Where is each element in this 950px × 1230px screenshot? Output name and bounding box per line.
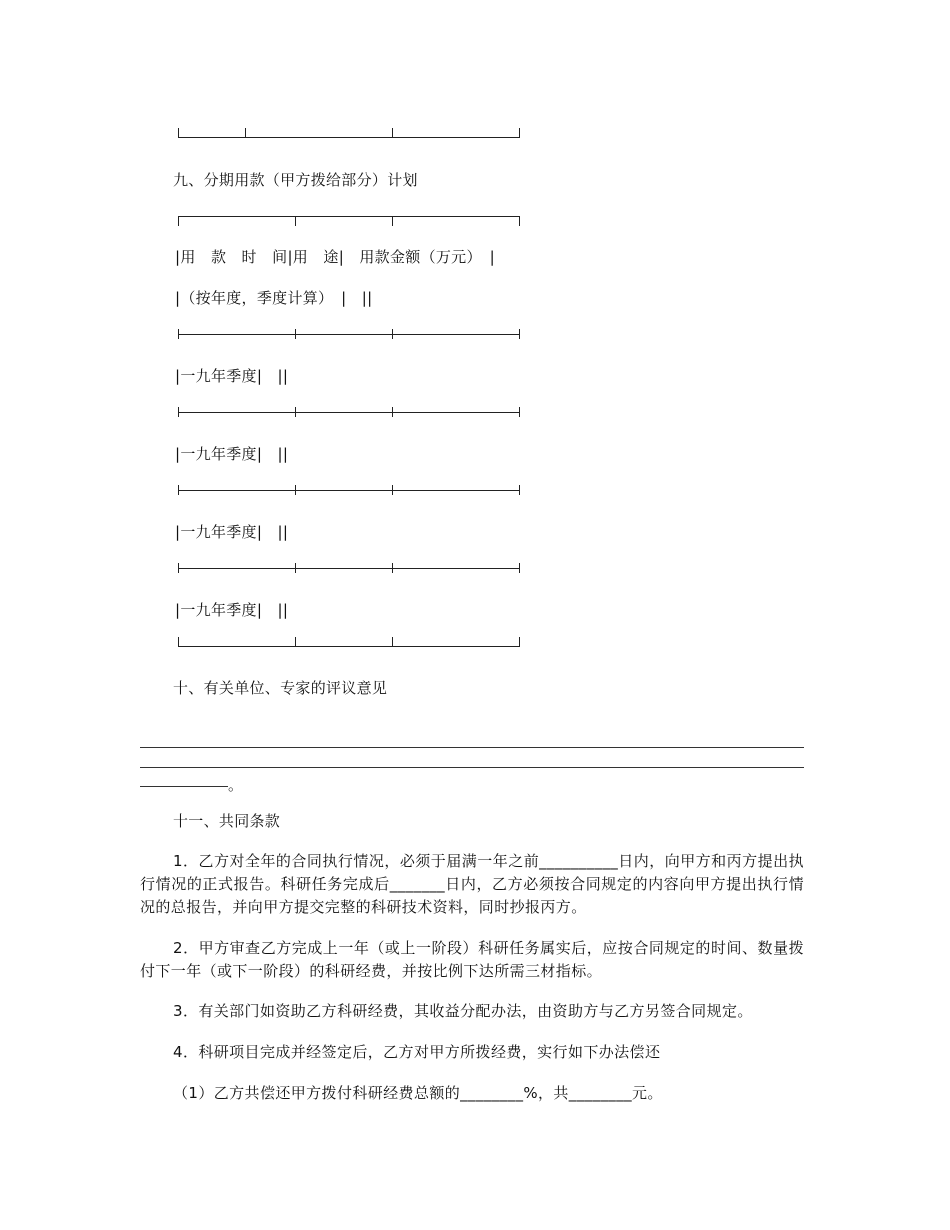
plan-table-header-row: |用 款 时 间|用 途| 用款金额（万元） |	[175, 248, 495, 266]
section-9-heading: 九、分期用款（甲方拨给部分）计划	[173, 171, 418, 189]
plan-table-row: |一九年季度| ||	[175, 601, 289, 619]
section-10-heading: 十、有关单位、专家的评议意见	[173, 679, 388, 697]
plan-table-header-note: |（按年度，季度计算） | ||	[175, 289, 373, 307]
clause-2: 2．甲方审查乙方完成上一年（或上一阶段）科研任务属实后，应按合同规定的时间、数量拨付下一年（或下一阶段）的科研经费，并按比例下达所需三材指标。	[140, 939, 804, 980]
comment-blank-line	[140, 747, 804, 748]
clause-4: 4．科研项目完成并经签定后，乙方对甲方所拨经费，实行如下办法偿还	[173, 1043, 661, 1061]
plan-table-row: |一九年季度| ||	[175, 367, 289, 385]
clause-4-1: （1）乙方共偿还甲方拨付科研经费总额的________%，共________元。	[173, 1084, 663, 1102]
comment-blank-line	[140, 767, 804, 768]
clause-3: 3．有关部门如资助乙方科研经费，其收益分配办法，由资助方与乙方另签合同规定。	[173, 1002, 753, 1020]
plan-table-row: |一九年季度| ||	[175, 523, 289, 541]
clause-1: 1．乙方对全年的合同执行情况，必须于届满一年之前__________日内，向甲方和丙方提出执行情况的正式报告。科研任务完成后_______日内，乙方必须按合同规定的内容向甲方提出执行情况的总报告，并向甲方提交完整的科研技术资料，同时抄报丙方。	[140, 852, 804, 916]
comment-blank-line	[140, 786, 228, 787]
section-11-heading: 十一、共同条款	[173, 812, 281, 830]
plan-table-row: |一九年季度| ||	[175, 445, 289, 463]
comment-end-mark: 。	[228, 776, 244, 794]
